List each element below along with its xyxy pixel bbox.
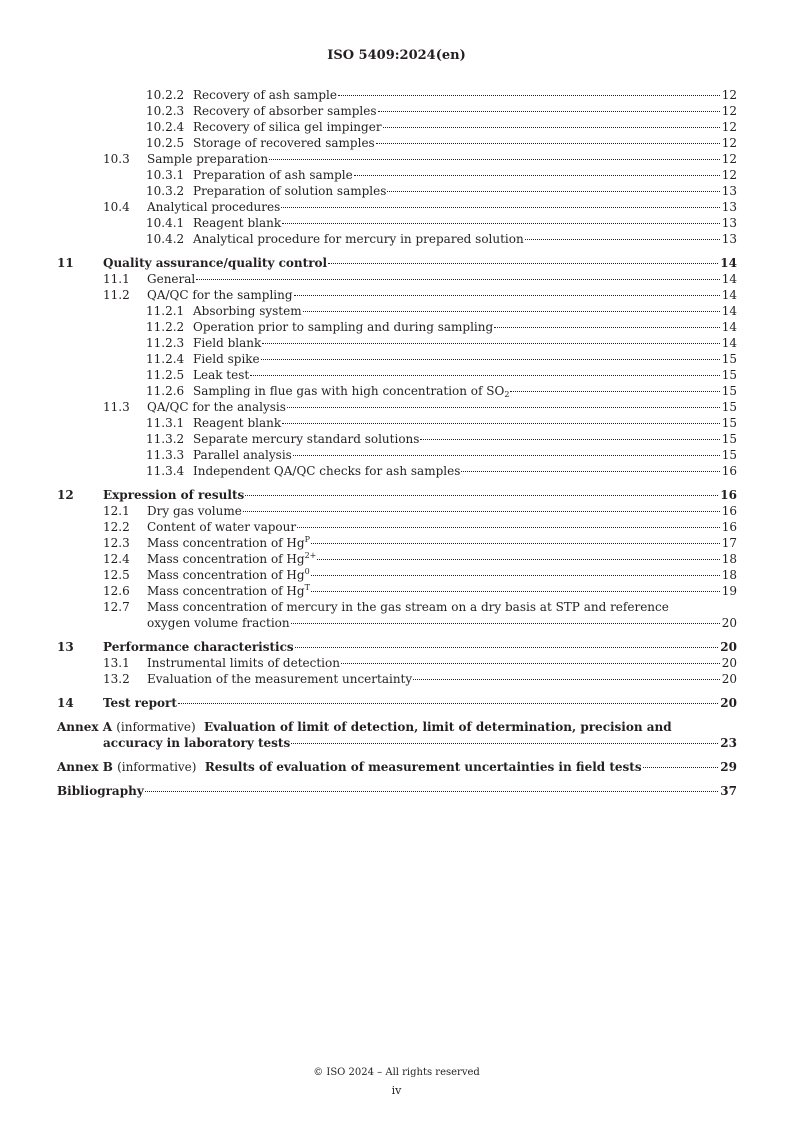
dot-leader [282,223,720,224]
toc-entry[interactable] [103,519,737,535]
toc-entry-number: 10.2.2 [146,88,185,102]
toc-entry-number: 13.2 [103,672,130,686]
toc-entry-title: Recovery of ash sample [193,88,337,102]
toc-entry-title: Storage of recovered samples [193,136,375,150]
toc-entry-title: Absorbing system [193,304,302,318]
toc-entry[interactable] [146,103,737,119]
toc-entry[interactable] [146,167,737,183]
toc-entry-page: 12 [721,168,737,182]
toc-entry-number: 11.2.5 [146,368,185,382]
toc-entry-title-text: Sampling in flue gas with high concentration of SO [193,384,505,398]
toc-entry-title [193,383,509,399]
toc-entry-number: 10.3 [103,152,130,166]
toc-entry-page: 15 [721,352,737,366]
toc-entry-title: Performance characteristics [103,640,294,654]
toc-entry-number: 10.2.4 [146,120,185,134]
toc-entry-number: 10.2.5 [146,136,185,150]
toc-entry-page: 14 [721,288,737,302]
subscript: 2 [504,390,510,399]
toc-bibliography[interactable] [57,783,737,799]
toc-entry-page: 14 [720,256,737,270]
superscript: 2+ [304,551,317,560]
toc-entry-title: Results of evaluation of measurement uncertainties in field tests [204,760,642,774]
toc-entry-title: Analytical procedure for mercury in prepared solution [193,232,524,246]
toc-entry-page: 19 [721,584,737,598]
toc-entry-number: 11.2 [103,288,130,302]
toc-entry-number: 13.1 [103,656,130,670]
toc-entry-title-text: Mass concentration of Hg [147,536,305,550]
toc-entry-title: Independent QA/QC checks for ash samples [193,464,461,478]
dot-leader [311,543,720,544]
toc-clause[interactable] [57,255,737,271]
toc-entry-title: Separate mercury standard solutions [193,432,420,446]
dot-leader [303,311,720,312]
toc-entry-number: 12.2 [103,520,130,534]
dot-leader [461,471,719,472]
toc-entry-title: Content of water vapour [147,520,297,534]
toc-annex-a-continuation[interactable] [103,735,737,751]
toc-entry-page: 12 [721,88,737,102]
toc-entry-page: 14 [721,304,737,318]
dot-leader [145,791,719,792]
toc-entry-number: 10.3.1 [146,168,185,182]
toc-entry[interactable] [103,399,737,415]
toc-entry-page: 29 [720,760,737,774]
toc-entry-page: 13 [721,200,737,214]
toc-entry[interactable] [103,199,737,215]
toc-entry[interactable] [103,655,737,671]
toc-entry-page: 18 [721,552,737,566]
toc-entry-number: 12.7 [103,600,130,614]
toc-entry-title-continued: oxygen volume fraction [147,616,290,630]
toc-entry-page: 13 [721,232,737,246]
toc-entry-title: Mass concentration of mercury in the gas stream on a dry basis at STP and reference [147,600,669,614]
toc-entry-title: General [147,272,196,286]
toc-entry-page: 20 [720,640,737,654]
toc-entry-page: 14 [721,272,737,286]
toc-entry-title: QA/QC for the analysis [147,400,286,414]
superscript: T [304,583,310,592]
dot-leader [311,591,720,592]
toc-entry-title: Field blank [193,336,262,350]
toc-entry[interactable] [146,231,737,247]
toc-entry-page: 16 [720,488,737,502]
toc-entry-title: Instrumental limits of detection [147,656,340,670]
toc-entry-number: 10.3.2 [146,184,185,198]
toc-entry-number: 12.6 [103,584,130,598]
toc-entry-title [147,583,310,599]
dot-leader [494,327,720,328]
toc-entry-page: 15 [721,368,737,382]
toc-clause[interactable] [57,695,737,711]
toc-entry-title: Test report [103,696,177,710]
dot-leader [413,679,720,680]
toc-entry-page: 12 [721,120,737,134]
toc-entry-page: 16 [721,504,737,518]
toc-entry-page: 15 [721,448,737,462]
superscript: P [304,535,310,544]
dot-leader [338,95,720,96]
dot-leader [317,559,719,560]
dot-leader [291,623,720,624]
toc-entry-page: 16 [721,464,737,478]
toc-entry[interactable] [103,599,737,615]
toc-entry-page: 12 [721,152,737,166]
toc-entry-title: Quality assurance/quality control [103,256,328,270]
toc-entry-title: Expression of results [103,488,245,502]
toc-entry-page: 37 [720,784,737,798]
toc-entry[interactable] [146,335,737,351]
dot-leader [643,767,719,768]
dot-leader [295,647,719,648]
superscript: 0 [304,567,310,576]
toc-entry-title: Reagent blank [193,416,282,430]
dot-leader [387,191,719,192]
toc-entry-title-text: Mass concentration of Hg [147,568,305,582]
toc-entry-number: 11.3 [103,400,130,414]
toc-entry[interactable] [103,535,737,551]
toc-entry-title-text: Mass concentration of Hg [147,552,305,566]
toc-entry-title [147,567,310,583]
toc-entry[interactable] [146,215,737,231]
toc-entry-title [147,551,316,567]
toc-entry-title: Operation prior to sampling and during sampling [193,320,494,334]
toc-entry-number: 11.3.3 [146,448,185,462]
footer-page-number: iv [391,1084,402,1097]
toc-entry[interactable] [103,583,737,599]
dot-leader [294,295,720,296]
dot-leader [354,175,720,176]
toc-entry-page: 14 [721,336,737,350]
toc-entry-number: 13 [57,640,74,654]
toc-entry-number: 12.4 [103,552,130,566]
toc-entry-title: Preparation of solution samples [193,184,387,198]
dot-leader [383,127,720,128]
toc-entry[interactable] [146,183,737,199]
dot-leader [376,143,720,144]
toc-entry-title: QA/QC for the sampling [147,288,293,302]
toc-entry[interactable] [146,415,737,431]
toc-entry-title: Parallel analysis [193,448,292,462]
toc-entry-page: 15 [721,384,737,398]
toc-entry-page: 14 [721,320,737,334]
toc-annex-b[interactable] [57,759,737,775]
toc-entry-page: 13 [721,184,737,198]
toc-entry[interactable] [103,151,737,167]
toc-entry[interactable] [103,551,737,567]
dot-leader [311,575,720,576]
toc-entry-page: 23 [720,736,737,750]
toc-clause[interactable] [57,639,737,655]
toc-entry[interactable] [146,351,737,367]
toc-entry-number: 11.2.6 [146,384,185,398]
dot-leader [282,423,720,424]
toc-entry-page: 20 [721,656,737,670]
toc-entry[interactable] [146,87,737,103]
dot-leader [293,455,720,456]
toc-entry-number: 11.2.4 [146,352,185,366]
toc-entry-title [147,535,310,551]
toc-entry-title: Preparation of ash sample [193,168,353,182]
dot-leader [525,239,720,240]
dot-leader [262,343,719,344]
dot-leader [297,527,720,528]
toc-entry-title: Analytical procedures [147,200,281,214]
dot-leader [250,375,720,376]
toc-entry-page: 13 [721,216,737,230]
toc-entry-title: Sample preparation [147,152,269,166]
toc-entry[interactable] [146,383,737,399]
dot-leader [243,511,720,512]
dot-leader [287,407,720,408]
annex-label: Annex A [57,720,113,734]
toc-entry[interactable] [146,447,737,463]
toc-entry-title: Bibliography [57,784,144,798]
dot-leader [281,207,719,208]
annex-type: (informative) [116,720,196,734]
toc-entry-page: 15 [721,432,737,446]
dot-leader [328,263,718,264]
annex-type: (informative) [117,760,197,774]
toc-entry-page: 12 [721,136,737,150]
toc-entry-number: 12.1 [103,504,130,518]
dot-leader [269,159,720,160]
toc-entry-number: 11.2.3 [146,336,185,350]
toc-entry-page: 20 [721,672,737,686]
toc-entry-page: 17 [721,536,737,550]
toc-entry-title-continued: accuracy in laboratory tests [103,736,291,750]
footer-copyright: © ISO 2024 – All rights reserved [313,1067,480,1078]
toc-entry-number: 10.4 [103,200,130,214]
dot-leader [420,439,719,440]
toc-clause[interactable] [57,487,737,503]
toc-entry[interactable] [146,303,737,319]
toc-entry-page: 18 [721,568,737,582]
toc-entry-page: 20 [720,696,737,710]
toc-entry-continuation[interactable] [147,615,737,631]
toc-entry-title: Dry gas volume [147,504,242,518]
toc-entry-number: 10.4.2 [146,232,185,246]
toc-entry-title: Leak test [193,368,250,382]
toc-entry[interactable] [103,271,737,287]
toc-entry[interactable] [146,135,737,151]
toc-entry[interactable] [146,463,737,479]
toc-entry-number: 11.2.2 [146,320,185,334]
toc-entry-title: Recovery of silica gel impinger [193,120,382,134]
toc-entry-title: Evaluation of the measurement uncertainty [147,672,413,686]
toc-entry-number: 14 [57,696,74,710]
toc-entry[interactable] [146,319,737,335]
toc-annex-a[interactable] [57,719,737,735]
toc-entry-number: 11.1 [103,272,130,286]
dot-leader [245,495,718,496]
toc-entry-number: 10.4.1 [146,216,185,230]
toc-entry-page: 15 [721,416,737,430]
toc-entry[interactable] [146,119,737,135]
toc-entry-number: 11.3.2 [146,432,185,446]
toc-entry-page: 20 [721,616,737,630]
dot-leader [510,391,719,392]
toc-entry-page: 12 [721,104,737,118]
dot-leader [196,279,719,280]
toc-entry-number: 11.3.4 [146,464,185,478]
toc-entry[interactable] [146,431,737,447]
toc-entry-title: Field spike [193,352,260,366]
toc-entry[interactable] [103,671,737,687]
toc-entry[interactable] [103,503,737,519]
toc-entry-page: 16 [721,520,737,534]
toc-entry-number: 10.2.3 [146,104,185,118]
dot-leader [341,663,720,664]
toc-entry-number: 12.3 [103,536,130,550]
toc-entry-number: 12 [57,488,74,502]
dot-leader [178,703,718,704]
toc-entry[interactable] [103,287,737,303]
dot-leader [291,743,718,744]
dot-leader [378,111,720,112]
toc-entry[interactable] [146,367,737,383]
toc-entry-page: 15 [721,400,737,414]
toc-entry-title-text: Mass concentration of Hg [147,584,305,598]
toc-entry-title: Reagent blank [193,216,282,230]
dot-leader [261,359,720,360]
annex-label: Annex B [57,760,113,774]
toc-entry-number: 12.5 [103,568,130,582]
toc-entry-number: 11 [57,256,74,270]
document-header: ISO 5409:2024(en) [327,48,466,63]
toc-entry-number: 11.3.1 [146,416,185,430]
toc-entry-title: Recovery of absorber samples [193,104,377,118]
toc-entry[interactable] [103,567,737,583]
toc-entry-title: Evaluation of limit of detection, limit of determination, precision and [204,720,672,734]
toc-entry-number: 11.2.1 [146,304,185,318]
